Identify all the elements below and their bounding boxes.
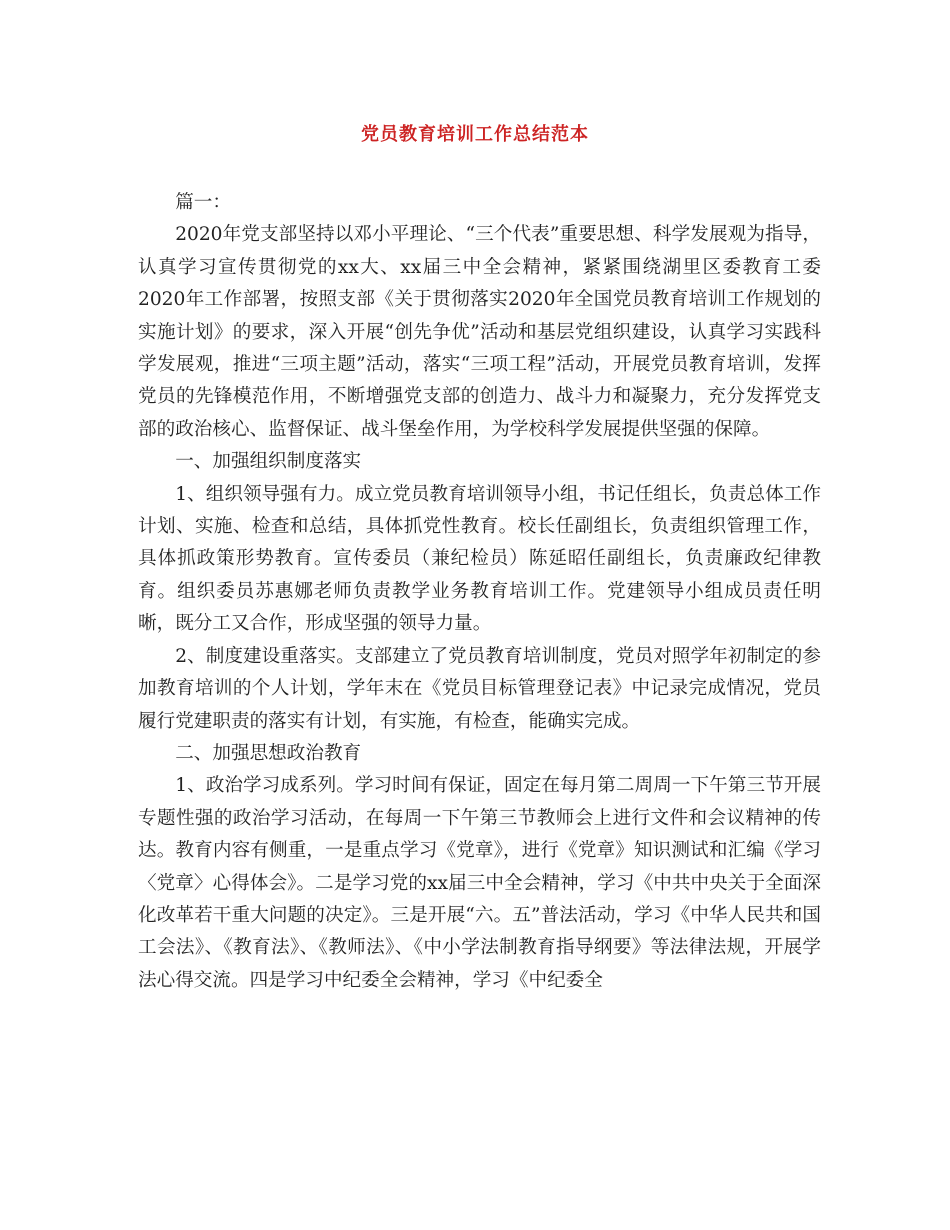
section-heading: 一、加强组织制度落实 [175, 451, 362, 473]
paragraph: 2、制度建设重落实。支部建立了党员教育培训制度，党员对照学年初制定的参加教育培训的个人计划，学年末在《党员目标管理登记表》中记录完成情况，党员履行党建职责的落实有计划，有实施，有检查，能确实完成。 [138, 645, 821, 732]
document-title: 党员教育培训工作总结范本 [361, 124, 589, 145]
paragraph: 篇一： [175, 192, 231, 213]
paragraph: 1、组织领导强有力。成立党员教育培训领导小组，书记任组长，负责总体工作计划、实施、检查和总结，具体抓党性教育。校长任副组长，负责组织管理工作，具体抓政策形势教育。宣传委员（兼纪检员）陈延昭任副组长，负责廉政纪律教育。组织委员苏惠娜老师负责教学业务教育培训工作。党建领导小组成员责任明晰，既分工又合作，形成坚强的领导力量。 [138, 483, 821, 635]
section-heading: 二、加强思想政治教育 [175, 742, 362, 764]
paragraph: 1、政治学习成系列。学习时间有保证，固定在每月第二周周一下午第三节开展专题性强的政治学习活动，在每周一下午第三节教师会上进行文件和会议精神的传达。教育内容有侧重，一是重点学习《党章》，进行《党章》知识测试和汇编《学习〈党章〉心得体会》。二是学习党的xx届三中全会精神，学习《中共中央关于全面深化改革若干重大问题的决定》。三是开展“六。五”普法活动，学习《中华人民共和国工会法》、《教育法》、《教师法》、《中小学法制教育指导纲要》等法律法规，开展学法心得交流。四是学习中纪委全会精神，学习《中纪委全 [138, 775, 821, 991]
document-body [138, 187, 821, 997]
paragraph: 2020年党支部坚持以邓小平理论、“三个代表”重要思想、科学发展观为指导，认真学习宣传贯彻党的xx大、xx届三中全会精神，紧紧围绕湖里区委教育工委2020年工作部署，按照支部《关于贯彻落实2020年全国党员教育培训工作规划的实施计划》的要求，深入开展“创先争优”活动和基层党组织建设，认真学习实践科学发展观，推进“三项主题”活动，落实“三项工程”活动，开展党员教育培训，发挥党员的先锋模范作用，不断增强党支部的创造力、战斗力和凝聚力，充分发挥党支部的政治核心、监督保证、战斗堡垒作用，为学校科学发展提供坚强的保障。 [138, 224, 821, 440]
